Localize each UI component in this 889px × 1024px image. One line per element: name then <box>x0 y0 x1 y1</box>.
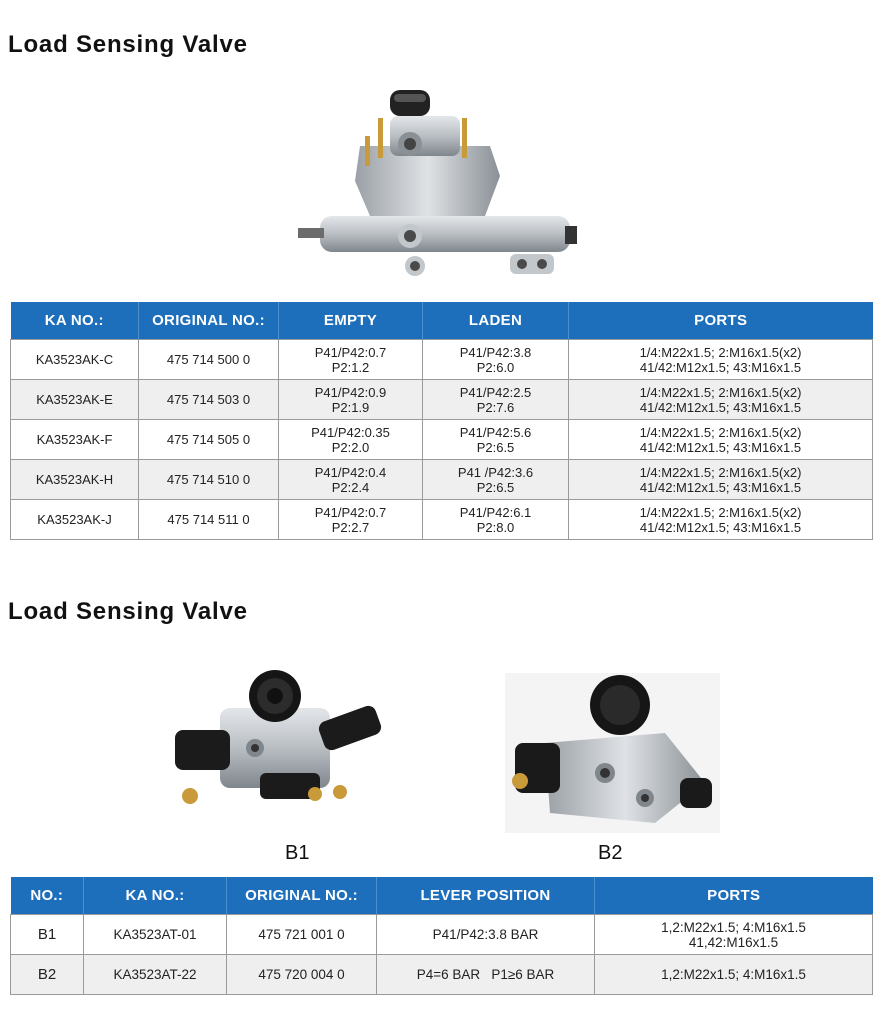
cell-original-no: 475 720 004 0 <box>227 955 377 995</box>
cell-ka-no: KA3523AK-J <box>11 500 139 540</box>
cell-original-no: 475 714 505 0 <box>139 420 279 460</box>
valve-image-b1 <box>170 668 385 813</box>
cell-ports: 1,2:M22x1.5; 4:M16x1.5 <box>595 955 873 995</box>
table-row <box>11 420 873 460</box>
caption-b2: B2 <box>598 842 623 864</box>
cell-laden: P41/P42:5.6 P2:6.5 <box>423 420 569 460</box>
cell-ports: 1/4:M22x1.5; 2:M16x1.5(x2) 41/42:M12x1.5; 43:M16x1.5 <box>569 460 873 500</box>
table-row <box>11 915 873 955</box>
cell-laden: P41 /P42:3.6 P2:6.5 <box>423 460 569 500</box>
table-row <box>11 380 873 420</box>
cell-laden: P41/P42:6.1 P2:8.0 <box>423 500 569 540</box>
cell-ka-no: KA3523AK-C <box>11 340 139 380</box>
cell-empty: P41/P42:0.7 P2:1.2 <box>279 340 423 380</box>
table-row <box>11 460 873 500</box>
header-ka-no: KA NO.: <box>84 877 227 915</box>
cell-ka-no: KA3523AK-E <box>11 380 139 420</box>
cell-ka-no: KA3523AT-22 <box>84 955 227 995</box>
table-row <box>11 500 873 540</box>
header-empty: EMPTY <box>279 302 423 340</box>
cell-ka-no: KA3523AK-F <box>11 420 139 460</box>
table-header-row <box>11 877 873 915</box>
cell-empty: P41/P42:0.9 P2:1.9 <box>279 380 423 420</box>
section1-title: Load Sensing Valve <box>8 31 248 58</box>
cell-no: B1 <box>11 915 84 955</box>
cell-original-no: 475 714 511 0 <box>139 500 279 540</box>
cell-laden: P41/P42:2.5 P2:7.6 <box>423 380 569 420</box>
valve-image-main <box>290 86 590 286</box>
cell-original-no: 475 714 510 0 <box>139 460 279 500</box>
header-no: NO.: <box>11 877 84 915</box>
cell-empty: P41/P42:0.7 P2:2.7 <box>279 500 423 540</box>
cell-ka-no: KA3523AK-H <box>11 460 139 500</box>
table-load-sensing-valve-1 <box>10 302 873 540</box>
table-row <box>11 955 873 995</box>
table-header-row <box>11 302 873 340</box>
table-row <box>11 340 873 380</box>
cell-empty: P41/P42:0.4 P2:2.4 <box>279 460 423 500</box>
cell-original-no: 475 714 503 0 <box>139 380 279 420</box>
cell-original-no: 475 721 001 0 <box>227 915 377 955</box>
cell-lever-position: P41/P42:3.8 BAR <box>377 915 595 955</box>
cell-ports: 1/4:M22x1.5; 2:M16x1.5(x2) 41/42:M12x1.5; 43:M16x1.5 <box>569 340 873 380</box>
header-ka-no: KA NO.: <box>11 302 139 340</box>
valve-image-b2 <box>505 673 720 833</box>
header-laden: LADEN <box>423 302 569 340</box>
header-lever-position: LEVER POSITION <box>377 877 595 915</box>
cell-no: B2 <box>11 955 84 995</box>
header-original-no: ORIGINAL NO.: <box>227 877 377 915</box>
cell-laden: P41/P42:3.8 P2:6.0 <box>423 340 569 380</box>
header-ports: PORTS <box>595 877 873 915</box>
cell-empty: P41/P42:0.35 P2:2.0 <box>279 420 423 460</box>
caption-b1: B1 <box>285 842 310 864</box>
cell-lever-position: P4=6 BAR P1≥6 BAR <box>377 955 595 995</box>
cell-ports: 1/4:M22x1.5; 2:M16x1.5(x2) 41/42:M12x1.5; 43:M16x1.5 <box>569 380 873 420</box>
cell-ports: 1,2:M22x1.5; 4:M16x1.5 41,42:M16x1.5 <box>595 915 873 955</box>
cell-ports: 1/4:M22x1.5; 2:M16x1.5(x2) 41/42:M12x1.5; 43:M16x1.5 <box>569 500 873 540</box>
section2-title: Load Sensing Valve <box>8 598 248 625</box>
cell-original-no: 475 714 500 0 <box>139 340 279 380</box>
cell-ports: 1/4:M22x1.5; 2:M16x1.5(x2) 41/42:M12x1.5; 43:M16x1.5 <box>569 420 873 460</box>
table-load-sensing-valve-2 <box>10 877 873 995</box>
header-ports: PORTS <box>569 302 873 340</box>
cell-ka-no: KA3523AT-01 <box>84 915 227 955</box>
header-original-no: ORIGINAL NO.: <box>139 302 279 340</box>
